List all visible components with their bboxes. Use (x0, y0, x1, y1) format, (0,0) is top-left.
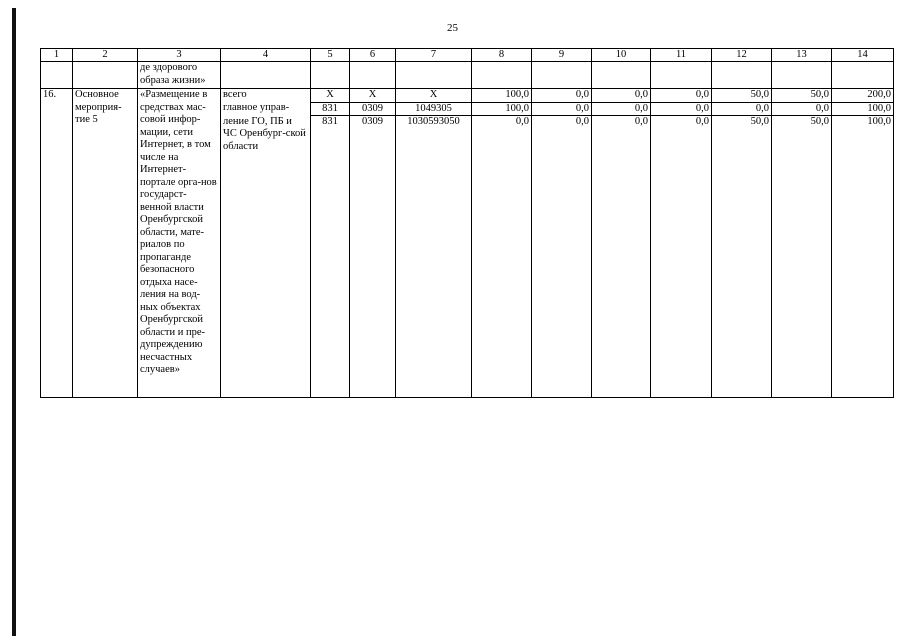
value-cell: 0,0 (592, 89, 651, 103)
header-cell: 9 (532, 49, 592, 62)
table-row (41, 89, 894, 103)
code-cell: Х (311, 89, 350, 103)
code-cell: Х (396, 89, 472, 103)
budget-table (40, 48, 894, 398)
value-cell: 200,0 (832, 89, 894, 103)
row-number: 16. (41, 89, 73, 398)
header-cell: 3 (138, 49, 221, 62)
value-cell: 0,0 (532, 89, 592, 103)
header-cell: 14 (832, 49, 894, 62)
code-cell: Х (350, 89, 396, 103)
value-cell: 100,0 (832, 102, 894, 116)
executor: всего (221, 89, 311, 103)
code-cell: 831 (311, 116, 350, 398)
value-cell: 50,0 (772, 89, 832, 103)
executor: главное управ- (221, 102, 311, 116)
activity-description: «Размещение в средствах мас-совой инфор-мации, сети Интернет, в том числе на Интернет-портале орга-нов государст-венной власти Оренбургской области, мате-риалов по пропаганде безопасного отдыха насе-ления на вод-ных объектах Оренбургской области и пре-дупреждению несчастных случаев» (138, 89, 221, 398)
header-cell: 4 (221, 49, 311, 62)
code-cell: 0309 (350, 102, 396, 116)
value-cell: 0,0 (651, 102, 712, 116)
value-cell: 0,0 (592, 102, 651, 116)
header-row (41, 49, 894, 62)
value-cell: 50,0 (712, 116, 772, 398)
header-cell: 2 (73, 49, 138, 62)
code-cell: 1049305 (396, 102, 472, 116)
value-cell: 0,0 (651, 116, 712, 398)
activity-name: Основное мероприя-тие 5 (73, 89, 138, 398)
header-cell: 5 (311, 49, 350, 62)
header-cell: 6 (350, 49, 396, 62)
value-cell: 0,0 (532, 116, 592, 398)
header-cell: 1 (41, 49, 73, 62)
value-cell: 0,0 (772, 102, 832, 116)
header-cell: 13 (772, 49, 832, 62)
header-cell: 7 (396, 49, 472, 62)
value-cell: 0,0 (651, 89, 712, 103)
value-cell: 100,0 (832, 116, 894, 398)
value-cell: 50,0 (772, 116, 832, 398)
code-cell: 1030593050 (396, 116, 472, 398)
executor: ление ГО, ПБ и ЧС Оренбург-ской области (221, 116, 311, 398)
scan-border (12, 8, 16, 636)
value-cell: 0,0 (472, 116, 532, 398)
value-cell: 0,0 (592, 116, 651, 398)
value-cell: 100,0 (472, 89, 532, 103)
header-cell: 11 (651, 49, 712, 62)
header-cell: 12 (712, 49, 772, 62)
header-cell: 8 (472, 49, 532, 62)
value-cell: 0,0 (532, 102, 592, 116)
value-cell: 100,0 (472, 102, 532, 116)
code-cell: 0309 (350, 116, 396, 398)
continuation-row (41, 62, 894, 89)
continuation-text: де здорового образа жизни» (138, 62, 221, 89)
value-cell: 0,0 (712, 102, 772, 116)
value-cell: 50,0 (712, 89, 772, 103)
header-cell: 10 (592, 49, 651, 62)
page-number: 25 (447, 22, 458, 34)
code-cell: 831 (311, 102, 350, 116)
